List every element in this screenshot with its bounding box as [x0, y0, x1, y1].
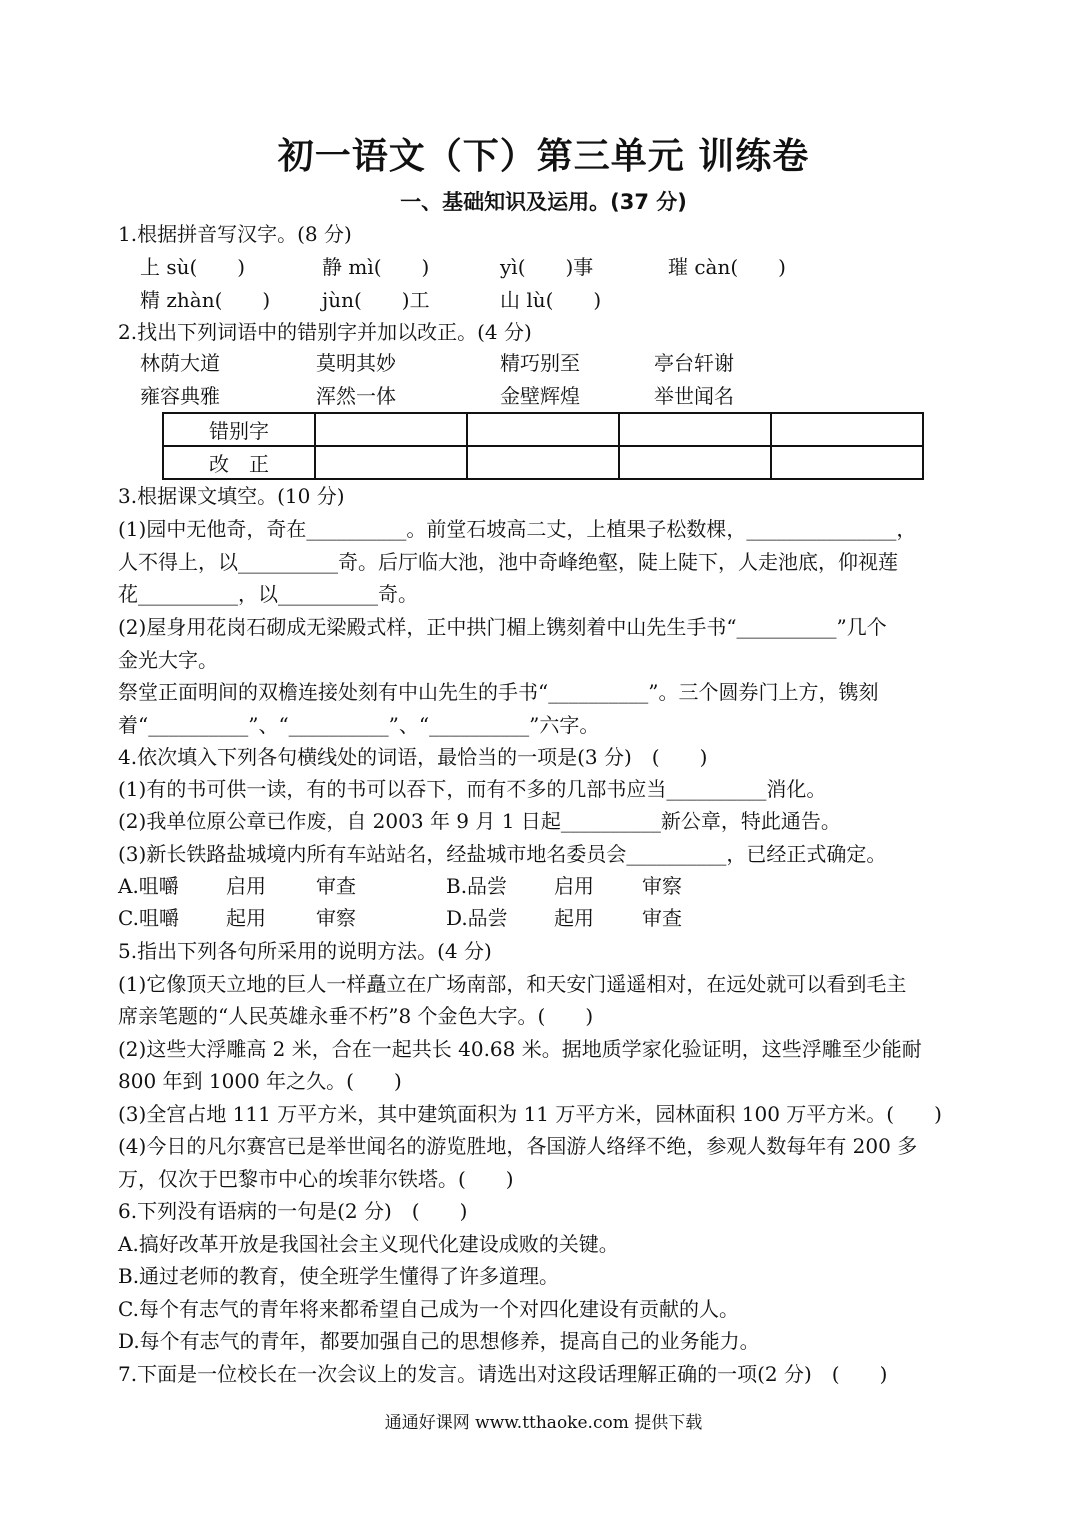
answer-cell[interactable] [315, 446, 467, 479]
option-c: C.每个有志气的青年将来都希望自己成为一个对四化建设有贡献的人。 [118, 1297, 739, 1321]
option-word: 启用 [226, 874, 266, 898]
option-b-label: B.品尝 [446, 874, 508, 898]
question-line: (1)有的书可供一读，有的书可以吞下，而有不多的几部书应当__________消化。 [118, 777, 827, 801]
option-b: B.通过老师的教育，使全班学生懂得了许多道理。 [118, 1264, 560, 1288]
question-5-stem: 5.指出下列各句所采用的说明方法。(4 分) [118, 939, 492, 963]
pinyin-item: 上 sù( ) [140, 255, 246, 279]
question-7-stem: 7.下面是一位校长在一次会议上的发言。请选出对这段话理解正确的一项(2 分) ( ) [118, 1362, 888, 1386]
option-word: 审查 [316, 874, 356, 898]
answer-cell[interactable] [771, 446, 923, 479]
question-line: 金光大字。 [118, 648, 218, 672]
answer-cell[interactable] [771, 413, 923, 446]
question-line: 祭堂正面明间的双檐连接处刻有中山先生的手书“__________”。三个圆券门上方，镌刻 [118, 680, 879, 704]
word-item: 浑然一体 [316, 384, 396, 408]
question-line: 着“__________”、“__________”、“__________”六字。 [118, 713, 600, 737]
word-item: 亭台轩谢 [654, 351, 734, 375]
question-6-stem: 6.下列没有语病的一句是(2 分) ( ) [118, 1199, 468, 1223]
option-d-label: D.品尝 [446, 906, 508, 930]
page-title: 初一语文（下）第三单元 训练卷 [277, 136, 810, 177]
question-line: (2)这些大浮雕高 2 米，合在一起共长 40.68 米。据地质学家化验证明，这些浮雕至少能耐 [118, 1037, 922, 1061]
word-item: 林荫大道 [140, 351, 220, 375]
pinyin-item: 精 zhàn( ) [140, 288, 271, 312]
question-line: 席亲笔题的“人民英雄永垂不朽”8 个金色大字。( ) [118, 1004, 594, 1028]
question-1-stem: 1.根据拼音写汉字。(8 分) [118, 222, 352, 246]
answer-cell[interactable] [467, 413, 619, 446]
page-footer: 通通好课网 www.tthaoke.com 提供下载 [384, 1413, 703, 1433]
question-line: (2)我单位原公章已作废，自 2003 年 9 月 1 日起__________新公章，特此通告。 [118, 809, 841, 833]
option-word: 审察 [642, 874, 682, 898]
question-line: (3)全宫占地 111 万平方米，其中建筑面积为 11 万平方米，园林面积 100 万平方米。( ) [118, 1102, 942, 1126]
option-word: 起用 [554, 906, 594, 930]
question-line: (3)新长铁路盐城境内所有车站站名，经盐城市地名委员会__________，已经正式确定。 [118, 842, 887, 866]
answer-cell[interactable] [619, 413, 771, 446]
option-word: 审察 [316, 906, 356, 930]
pinyin-item: yì( )事 [500, 255, 594, 279]
answer-cell[interactable] [619, 446, 771, 479]
question-line: 人不得上，以__________奇。后厅临大池，池中奇峰绝壑，陡上陡下，人走池底，仰视莲 [118, 550, 898, 574]
option-a-label: A.咀嚼 [118, 874, 179, 898]
pinyin-item: 静 mì( ) [322, 255, 430, 279]
question-line: 800 年到 1000 年之久。( ) [118, 1069, 402, 1093]
question-line: (2)屋身用花岗石砌成无梁殿式样，正中拱门楣上镌刻着中山先生手书“__________”几个 [118, 615, 887, 639]
pinyin-item: 山 lù( ) [500, 288, 602, 312]
option-d: D.每个有志气的青年，都要加强自己的思想修养，提高自己的业务能力。 [118, 1329, 760, 1353]
question-4-stem: 4.依次填入下列各句横线处的词语，最恰当的一项是(3 分) ( ) [118, 745, 708, 769]
table-header-correct: 改 正 [163, 446, 315, 479]
word-item: 金壁辉煌 [500, 384, 580, 408]
question-line: 花__________，以__________奇。 [118, 582, 418, 606]
pinyin-item: jùn( )工 [322, 288, 430, 312]
question-2-stem: 2.找出下列词语中的错别字并加以改正。(4 分) [118, 320, 532, 344]
option-word: 起用 [226, 906, 266, 930]
question-line: (1)它像顶天立地的巨人一样矗立在广场南部，和天安门遥遥相对，在远处就可以看到毛主 [118, 972, 907, 996]
option-c-label: C.咀嚼 [118, 906, 179, 930]
word-item: 精巧别至 [500, 351, 580, 375]
word-item: 莫明其妙 [316, 351, 396, 375]
pinyin-item: 璀 càn( ) [668, 255, 786, 279]
question-line: (4)今日的凡尔赛宫已是举世闻名的游览胜地，各国游人络绎不绝，参观人数每年有 200 多 [118, 1134, 918, 1158]
word-item: 举世闻名 [654, 384, 734, 408]
word-item: 雍容典雅 [140, 384, 220, 408]
answer-cell[interactable] [467, 446, 619, 479]
option-word: 启用 [554, 874, 594, 898]
answer-cell[interactable] [315, 413, 467, 446]
correction-table [162, 412, 924, 480]
section-heading: 一、基础知识及运用。(37 分) [400, 190, 687, 214]
question-line: 万，仅次于巴黎市中心的埃菲尔铁塔。( ) [118, 1167, 514, 1191]
table-header-wrong: 错别字 [163, 413, 315, 446]
option-a: A.搞好改革开放是我国社会主义现代化建设成败的关键。 [118, 1232, 619, 1256]
question-3-stem: 3.根据课文填空。(10 分) [118, 484, 345, 508]
option-word: 审查 [642, 906, 682, 930]
question-line: (1)园中无他奇，奇在__________。前堂石坡高二丈，上植果子松数棵，_______________， [118, 517, 917, 541]
